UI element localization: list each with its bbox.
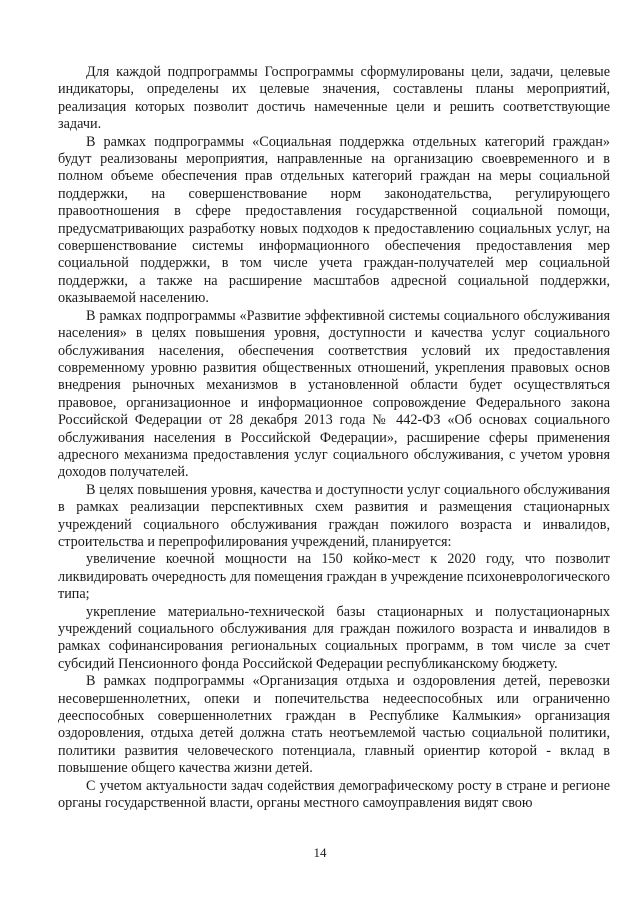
paragraph-goals: Для каждой подпрограммы Госпрограммы сформулированы цели, задачи, целевые индикаторы, определены их целевые значения, составлены планы мероприятий, реализация которых позволит достичь намеченные цели и решить соответствующие задачи. xyxy=(58,64,610,133)
paragraph-material-base: укрепление материально-технической базы стационарных и полустационарных учреждений социального обслуживания для граждан пожилого возраста и инвалидов в рамках софинансирования региональных социальных программ, в том числе за счет субсидий Пенсионного фонда Российской Федерации республиканскому бюджету. xyxy=(58,603,610,672)
document-body xyxy=(58,64,610,812)
paragraph-children-recreation: В рамках подпрограммы «Организация отдыха и оздоровления детей, перевозки несовершеннолетних, опеки и попечительства недееспособных или ограниченно дееспособных совершеннолетних граждан в Республике Калмыкия» организация оздоровления, отдыха детей должна стать неотъемлемой частью социальной политики, политики развития человеческого потенциала, главный ориентир которой - вклад в повышение общего качества жизни детей. xyxy=(58,673,610,777)
paragraph-demographic-growth: С учетом актуальности задач содействия демографическому росту в стране и регионе органы государственной власти, органы местного самоуправления видят свою xyxy=(58,777,610,812)
paragraph-social-support: В рамках подпрограммы «Социальная поддержка отдельных категорий граждан» будут реализованы мероприятия, направленные на организацию своевременного и в полном объеме обеспечения прав отдельных категорий граждан на меры социальной поддержки, на совершенствование норм законодательства, регулирующего правоотношения в сфере предоставления государственной социальной помощи, предусматривающих разработку новых подходов к предоставлению социальных услуг, на совершенствование системы информационного обеспечения предоставления мер социальной поддержки, в том числе учета граждан-получателей мер социальной поддержки, а также на расширение масштабов адресной социальной поддержки, оказываемой населению. xyxy=(58,133,610,307)
paragraph-social-services: В рамках подпрограммы «Развитие эффективной системы социального обслуживания населения» в целях повышения уровня, доступности и качества услуг социального обслуживания населения, обеспечения соответствия условий их предоставления современному уровню развития общественных отношений, укрепления правовых основ внедрения рыночных механизмов в установленной области будет осуществляться правовое, организационное и информационное сопровождение Федерального закона Российской Федерации от 28 декабря 2013 года № 442-ФЗ «Об основах социального обслуживания населения в Российской Федерации», расширение сферы применения адресного механизма предоставления услуг социального обслуживания, с учетом уровня доходов получателей. xyxy=(58,307,610,481)
paragraph-planned-measures: В целях повышения уровня, качества и доступности услуг социального обслуживания в рамках реализации перспективных схем развития и размещения стационарных учреждений социального обслуживания граждан пожилого возраста и инвалидов, строительства и перепрофилирования учреждений, планируется: xyxy=(58,481,610,550)
paragraph-bed-capacity: увеличение коечной мощности на 150 койко-мест к 2020 году, что позволит ликвидировать очередность для помещения граждан в учреждение психоневрологического типа; xyxy=(58,551,610,603)
page-number: 14 xyxy=(313,845,327,860)
